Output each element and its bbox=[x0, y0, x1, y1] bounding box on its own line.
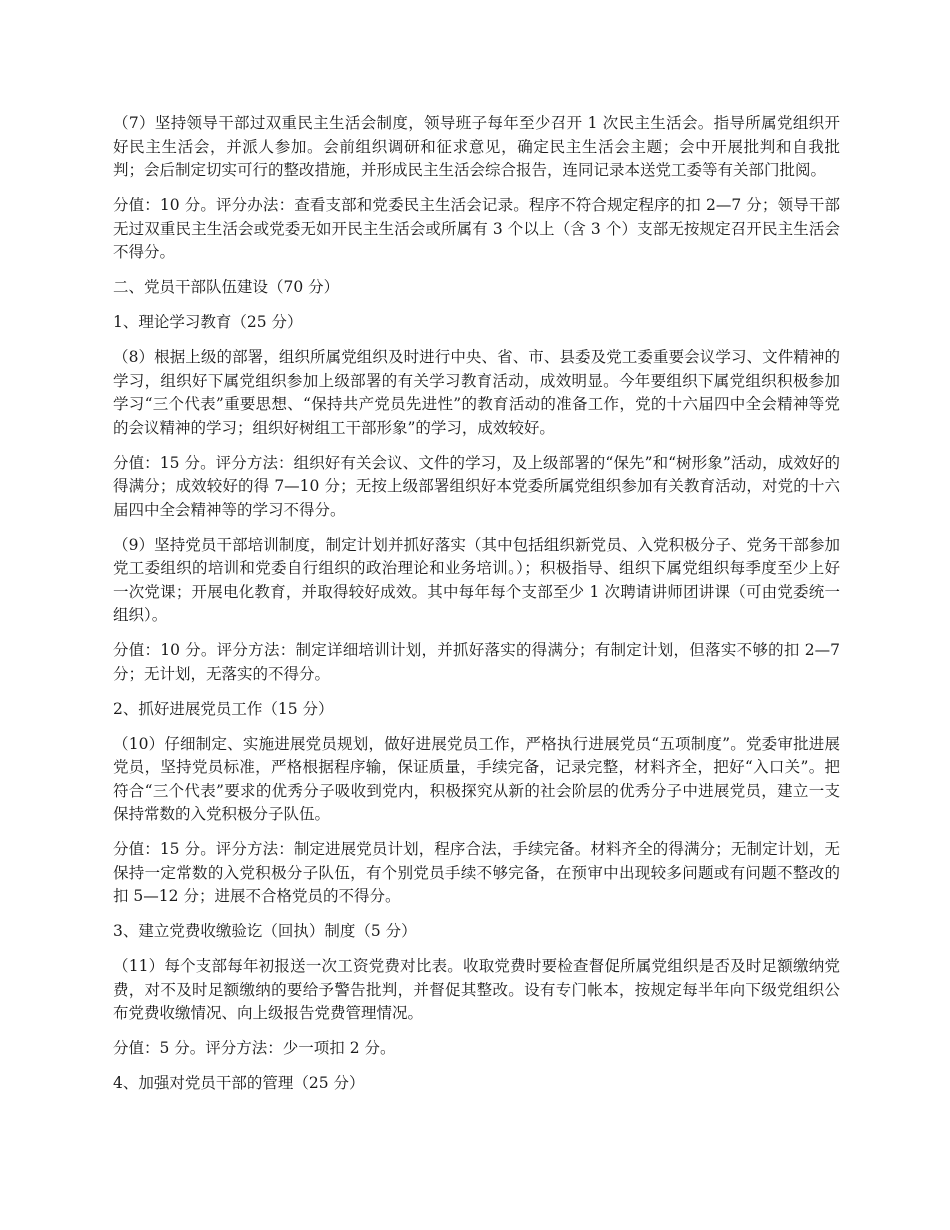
paragraph-item-10: （10）仔细制定、实施进展党员规划，做好进展党员工作，严格执行进展党员“五项制度”。党委审批进展党员，坚持党员标准，严格根据程序输，保证质量，手续完备，记录完整，材料齐全，把好“入口关”。把符合“三个代表”要求的优秀分子吸收到党内，积极探究从新的社会阶层的优秀分子中进展党员，建立一支保持常数的入党积极分子队伍。 bbox=[113, 734, 840, 823]
section-heading-party-cadre-team: 二、党员干部队伍建设（70 分） bbox=[113, 278, 340, 296]
subsection-heading-party-dues: 3、建立党费收缴验讫（回执）制度（5 分） bbox=[113, 922, 417, 940]
scoring-paragraph-item-8: 分值：15 分。评分方法：组织好有关会议、文件的学习，及上级部署的“保先”和“树形象”活动，成效好的得满分；成效较好的得 7—10 分；无按上级部署组织好本党委所属党组织参加有关教育活动，对党的十六届四中全会精神等的学习不得分。 bbox=[113, 453, 840, 519]
paragraph-item-9: （9）坚持党员干部培训制度，制定计划并抓好落实（其中包括组织新党员、入党积极分子、党务干部参加党工委组织的培训和党委自行组织的政治理论和业务培训。）；积极指导、组织下属党组织每季度至少上好一次党课；开展电化教育，并取得较好成效。其中每年每个支部至少 1 次聘请讲师团讲课（可由党委统一组织）。 bbox=[113, 535, 840, 624]
paragraph-item-8: （8）根据上级的部署，组织所属党组织及时进行中央、省、市、县委及党工委重要会议学习、文件精神的学习，组织好下属党组织参加上级部署的有关学习教育活动，成效明显。今年要组织下属党组织积极参加学习“三个代表”重要思想、“保持共产党员先进性”的教育活动的准备工作，党的十六届四中全会精神等党的会议精神的学习；组织好树组工干部形象”的学习，成效较好。 bbox=[113, 348, 840, 437]
scoring-paragraph-item-7: 分值：10 分。评分办法：查看支部和党委民主生活会记录。程序不符合规定程序的扣 2—7 分；领导干部无过双重民主生活会或党委无如开民主生活会或所属有 3 个以上（含 3 个）支部无按规定召开民主生活会不得分。 bbox=[113, 196, 840, 261]
paragraph-item-11: （11）每个支部每年初报送一次工资党费对比表。收取党费时要检查督促所属党组织是否及时足额缴纳党费，对不及时足额缴纳的要给予警告批判，并督促其整改。设有专门帐本，按规定每半年向下级党组织公布党费收缴情况、向上级报告党费管理情况。 bbox=[113, 957, 840, 1022]
scoring-paragraph-item-11: 分值：5 分。评分方法：少一项扣 2 分。 bbox=[113, 1039, 396, 1057]
subsection-heading-theory-study: 1、理论学习教育（25 分） bbox=[113, 313, 303, 331]
subsection-heading-cadre-management: 4、加强对党员干部的管理（25 分） bbox=[113, 1074, 365, 1092]
subsection-heading-member-development: 2、抓好进展党员工作（15 分） bbox=[113, 699, 334, 718]
scoring-paragraph-item-9: 分值：10 分。评分方法：制定详细培训计划，并抓好落实的得满分；有制定计划，但落实不够的扣 2—7 分；无计划，无落实的不得分。 bbox=[113, 641, 840, 683]
document-page bbox=[113, 112, 840, 1107]
paragraph-item-7: （7）坚持领导干部过双重民主生活会制度，领导班子每年至少召开 1 次民主生活会。指导所属党组织开好民主生活会，并派人参加。会前组织调研和征求意见，确定民主生活会主题；会中开展批判和自我批判；会后制定切实可行的整改措施，并形成民主生活会综合报告，连同记录本送党工委等有关部门批阅。 bbox=[113, 114, 840, 179]
scoring-paragraph-item-10: 分值：15 分。评分方法：制定进展党员计划，程序合法，手续完备。材料齐全的得满分；无制定计划，无保持一定常数的入党积极分子队伍，有个别党员手续不够完备，在预审中出现较多问题或有问题不整改的扣 5—12 分；进展不合格党员的不得分。 bbox=[113, 840, 840, 905]
